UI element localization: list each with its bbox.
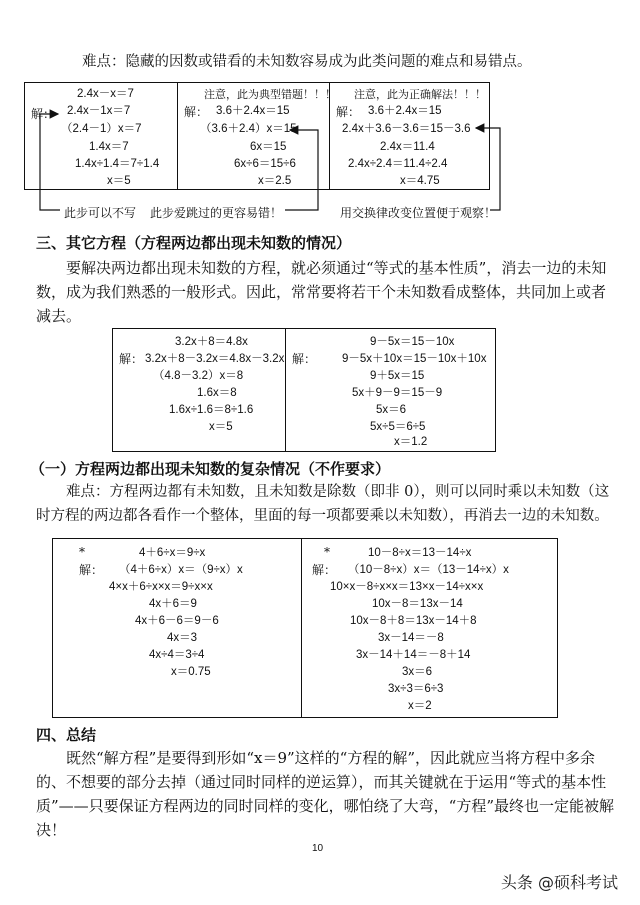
equation-line: 4x÷4＝3÷4 <box>149 649 205 661</box>
page-number: 10 <box>312 843 324 854</box>
equation-line: 10×x－8÷x×x＝13×x－14÷x×x <box>330 581 484 593</box>
equation-line: （10－8÷x）x＝（13－14÷x）x <box>348 564 509 576</box>
equation-line: 3.2x＋8＝4.8x <box>175 336 248 348</box>
equation-line: x＝2 <box>408 700 432 712</box>
equation-line: 4×x＋6÷x×x＝9÷x×x <box>109 581 213 593</box>
star-mark: * <box>324 545 330 559</box>
equation-line: 9＋5x＝15 <box>370 370 425 382</box>
equation-line: 2.4x－x＝7 <box>77 88 134 100</box>
equation-line: 10x－8＝13x－14 <box>372 598 463 610</box>
solution-label: 解： <box>336 105 361 119</box>
equation-line: 1.4x÷1.4＝7÷1.4 <box>75 158 160 170</box>
equation-line: 6x÷6＝15÷6 <box>234 158 296 170</box>
example-3-column-2 <box>301 539 557 717</box>
example-2-column-1 <box>113 329 285 451</box>
warning-note: 注意，此为典型错题！！！ <box>204 88 336 101</box>
equation-line: 3x＝6 <box>402 666 433 678</box>
equation-line: 3x－14＝－8 <box>378 632 444 644</box>
equation-line: 1.6x÷1.6＝8÷1.6 <box>169 404 254 416</box>
correct-note: 注意，此为正确解法！！！ <box>354 88 486 101</box>
arrow-to-step <box>40 114 60 210</box>
section-3-heading: 三、其它方程（方程两边都出现未知数的情况） <box>36 234 352 252</box>
equation-line: x＝0.75 <box>171 666 211 678</box>
equation-line: x＝5 <box>107 175 131 187</box>
example-box-3 <box>52 538 558 718</box>
solution-label: 解： <box>79 563 104 577</box>
equation-line: 10x－8＋8＝13x－14＋8 <box>350 615 477 627</box>
example-3-column-1 <box>53 539 301 717</box>
equation-line: （3.6＋2.4）x＝15 <box>200 123 297 135</box>
subsection-heading: （一）方程两边都出现未知数的复杂情况（不作要求） <box>30 460 391 478</box>
arrow-to-reorder <box>476 128 500 210</box>
equation-line: x＝4.75 <box>400 175 440 187</box>
solution-label: 解： <box>31 107 56 121</box>
solution-label: 解： <box>292 352 317 366</box>
example-2-column-2 <box>285 329 495 451</box>
watermark: 头条 @硕科考试 <box>500 873 618 892</box>
equation-line: 9－5x＝15－10x <box>370 336 455 348</box>
equation-line: 4x＋6－6＝9－6 <box>135 615 219 627</box>
equation-line: 2.4x＝11.4 <box>380 141 435 153</box>
solution-label: 解： <box>119 352 144 366</box>
example-box-2 <box>112 328 496 452</box>
equation-line: （2.4－1）x＝7 <box>61 123 142 135</box>
caption-skip-error: 此步爱跳过的更容易错！ <box>150 206 283 220</box>
equation-line: 5x＝6 <box>376 404 407 416</box>
equation-line: 1.4x＝7 <box>89 141 129 153</box>
equation-line: 4＋6÷x＝9÷x <box>139 547 206 559</box>
equation-line: 5x＋9－9＝15－9 <box>352 387 443 399</box>
equation-line: 10－8÷x＝13－14÷x <box>368 547 472 559</box>
solution-label: 解： <box>184 105 209 119</box>
star-mark: * <box>79 545 85 559</box>
equation-line: 2.4x÷2.4＝11.4÷2.4 <box>348 158 448 170</box>
equation-line: （4＋6÷x）x＝（9÷x）x <box>119 564 243 576</box>
difficulty-intro: 难点：隐藏的因数或错看的未知数容易成为此类问题的难点和易错点。 <box>82 54 532 70</box>
equation-line: 3x－14＋14＝－8＋14 <box>356 649 471 661</box>
equation-line: 3.2x＋8－3.2x＝4.8x－3.2x <box>145 353 285 365</box>
section-4-paragraph: 既然“解方程”是要得到形如“x＝9”这样的“方程的解”，因此就应当将方程中多余的、不想要的部分去掉（通过同时同样的逆运算），而其关键就在于运用“等式的基本性质”——只要保证方程两边的同时同样的变化，哪怕绕了大弯，“方程”最终也一定能被解决！ <box>36 749 615 839</box>
equation-line: 3x÷3＝6÷3 <box>388 683 444 695</box>
equation-line: x＝5 <box>209 421 233 433</box>
equation-line: 3.6＋2.4x＝15 <box>216 105 290 117</box>
caption-step-optional: 此步可以不写 <box>64 206 137 220</box>
equation-line: 4x＋6＝9 <box>149 598 197 610</box>
equation-line: 9－5x＋10x＝15－10x＋10x <box>342 353 487 365</box>
equation-line: x＝2.5 <box>258 175 292 187</box>
equation-line: 2.4x＋3.6－3.6＝15－3.6 <box>342 123 471 135</box>
equation-line: （4.8－3.2）x＝8 <box>153 370 244 382</box>
solution-label: 解： <box>312 563 337 577</box>
equation-line: 6x＝15 <box>250 141 287 153</box>
equation-line: x＝1.2 <box>394 436 428 448</box>
equation-line: 2.4x－1x＝7 <box>67 105 131 117</box>
equation-line: 5x÷5＝6÷5 <box>370 421 426 433</box>
section-3-paragraph: 要解决两边都出现未知数的方程，就必须通过“等式的基本性质”，消去一边的未知数，成为我们熟悉的一般形式。因此，常常要将若干个未知数看成整体，共同加上或者减去。 <box>36 259 607 325</box>
section-4-heading: 四、总结 <box>36 726 97 744</box>
equation-line: 1.6x＝8 <box>197 387 237 399</box>
subsection-paragraph: 难点：方程两边都有未知数，且未知数是除数（即非 0），则可以同时乘以未知数（这时方程的两边都各看作一个整体，里面的每一项都要乘以未知数），再消去一边的未知数。 <box>36 484 610 524</box>
arrow-to-error <box>285 130 318 210</box>
equation-line: 4x＝3 <box>167 632 198 644</box>
equation-line: 3.6＋2.4x＝15 <box>368 105 442 117</box>
caption-commutative: 用交换律改变位置便于观察！ <box>340 206 497 220</box>
